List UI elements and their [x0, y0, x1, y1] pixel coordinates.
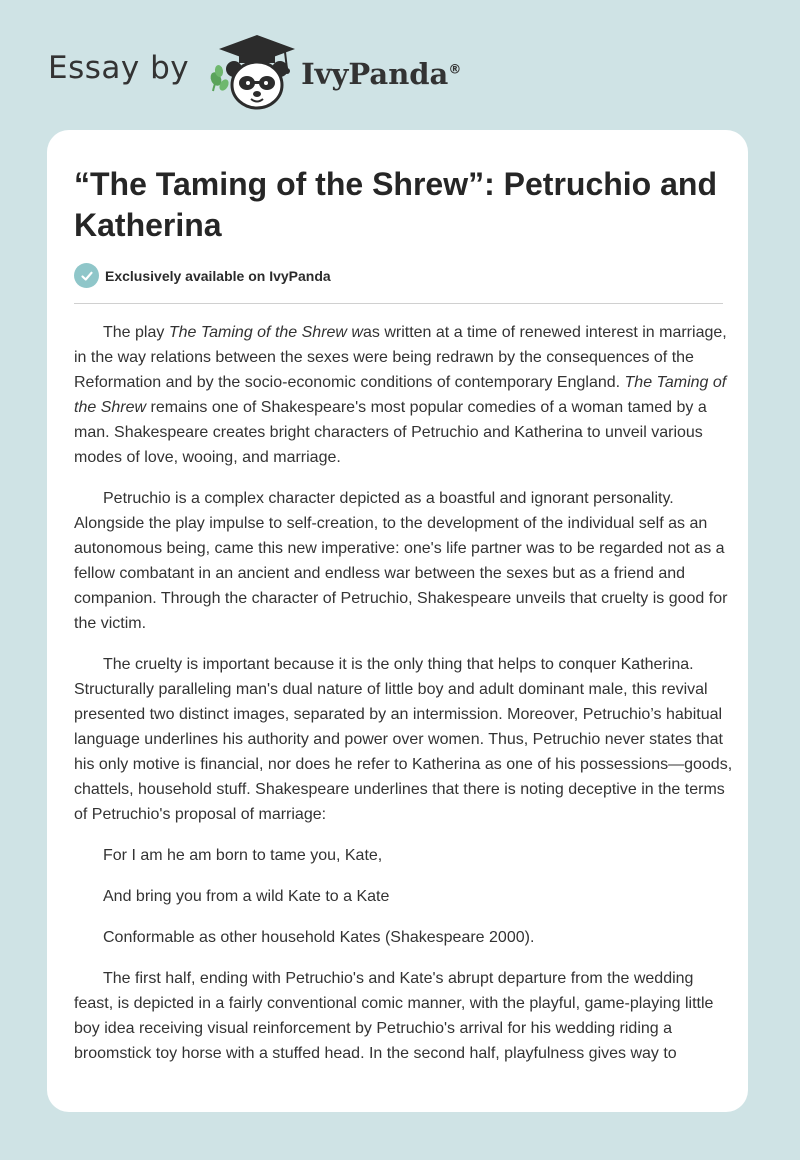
brand-name-text: IvyPanda: [301, 57, 449, 91]
paragraph-text: remains one of Shakespeare's most popular comedies of a woman tamed by a man. Shakespeare creates bright characters of Petruchio and Katherina to unveil various modes of love, wooing, and marriage.: [74, 399, 707, 466]
divider: [74, 303, 723, 304]
panda-graduate-logo-icon[interactable]: [205, 33, 297, 111]
paragraph-text: The play: [103, 324, 169, 341]
badge-text: Exclusively available on IvyPanda: [105, 267, 331, 284]
verse-line: For I am he am born to tame you, Kate,: [103, 847, 383, 864]
essay-body: [74, 320, 734, 1082]
italic-title: The Taming of the Shrew: [74, 374, 727, 416]
verse-line: Conformable as other household Kates (Shakespeare 2000).: [103, 929, 535, 946]
essay-card: [47, 130, 748, 1112]
paragraph: The first half, ending with Petruchio's and Kate's abrupt departure from the wedding feast, is depicted in a fairly conventional comic manner, with the playful, game-playing little boy idea receiving visual reinforcement by Petruchio's arrival for his wedding riding a broomstick toy horse with a stuffed head. In the second half, playfulness gives way to: [74, 970, 714, 1062]
paragraph: [74, 320, 734, 470]
brand-name[interactable]: [301, 57, 461, 91]
paragraph-text: as written at a time of renewed interest in marriage, in the way relations between the sexes were being redrawn by the consequences of the Reformation and by the socio-economic conditions of contemporary England.: [74, 324, 727, 391]
paragraph: Petruchio is a complex character depicted as a boastful and ignorant personality. Alongside the play impulse to self-creation, to the development of the individual self as an autonomous being, came this new imperative: one's life partner was to be regarded not as a fellow combatant in an ancient and endless war between the sexes but as a friend and companion. Through the character of Petruchio, Shakespeare unveils that cruelty is good for the victim.: [74, 490, 728, 632]
paragraph: The cruelty is important because it is the only thing that helps to conquer Katherina. Structurally paralleling man's dual nature of little boy and adult dominant male, this revival presented two distinct images, separated by an intermission. Moreover, Petruchio’s habitual language underlines his authority and power over women. Thus, Petruchio never states that his only motive is financial, nor does he refer to Katherina as one of his possessions—goods, chattels, household stuff. Shakespeare underlines that there is noting deceptive in the terms of Petruchio's proposal of marriage:: [74, 656, 733, 823]
verse-line: And bring you from a wild Kate to a Kate: [103, 888, 390, 905]
essay-title: “The Taming of the Shrew”: Petruchio and Katherina: [74, 166, 717, 243]
italic-title: The Taming of the Shrew w: [168, 324, 363, 341]
brand-prefix: Essay by: [48, 50, 190, 86]
check-circle-icon: [74, 263, 99, 288]
site-header: [48, 32, 461, 112]
exclusive-badge: [74, 263, 331, 288]
brand-registered-mark: ®: [448, 62, 462, 78]
